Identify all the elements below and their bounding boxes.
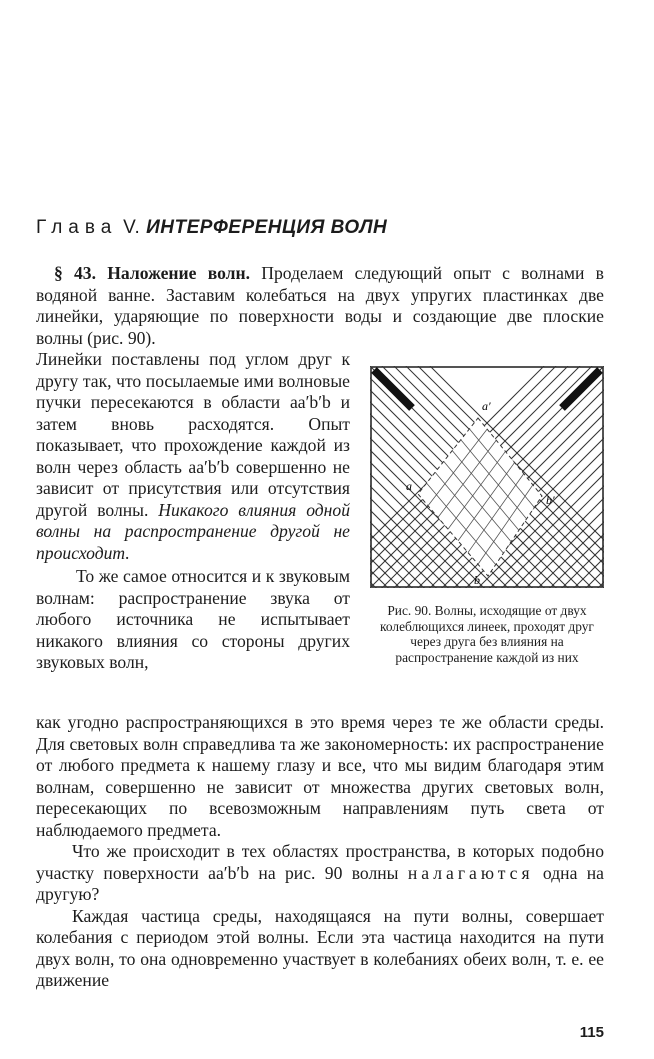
wave-front-line [370,366,418,588]
ruler-left [374,370,412,408]
section-heading: § 43. Наложение волн. [54,263,251,283]
paragraph-light: как угодно распространяющихся в это время через те же области среды. Для световых волн справедлива та же закономерность: их распространение от любого предмета к нашему глазу и все, что мы видим благодаря этим волнам, совершенно не зависит от множества других световых волн, пересекающих по всевозможным направлениям путь света от наблюдаемого предмета. [36,712,604,840]
spaced-emphasis: налагаются [407,862,534,883]
chapter-title: ИНТЕРФЕРЕНЦИЯ ВОЛН [146,217,388,238]
ruler-right [562,370,600,408]
paragraph-question [36,841,604,906]
paragraph-rulers-text: Линейки поставлены под углом друг к другу так, что посылаемые ими волновые пучки пересекаются в области aa′b′b и затем вновь расходятся. Опыт показывает, что прохождение каждой из волн через область aa′b′b совершенно не зависит от присутствия или отсутствия другой волны. [36,349,350,520]
question-text-start: Что же происходит в тех областях пространства, в которых подобно участку поверхности aa′b′b на рис. 90 волны [36,841,604,883]
wave-front-line [520,366,604,588]
figure-caption: Рис. 90. Волны, исходящие от двух колеблющихся линеек, проходят друг через друга без влияния на распространение каждой из них [380,603,594,665]
label-b-prime: b′ [546,493,555,507]
label-b: b [474,573,480,587]
paragraph-sound: То же самое относится и к звуковым волнам: распространение звука от любого источника не испытывает никакого влияния со стороны других звуковых волн, [36,566,350,672]
page-number: 115 [579,1024,604,1041]
wave-front-line [592,366,604,588]
label-a: a [406,479,412,493]
chapter-word: Глава [36,217,118,238]
chapter-heading [36,217,636,239]
wave-front-line [370,366,382,588]
label-a-prime: a′ [482,399,491,413]
question-text-end: одна на другую? [36,862,604,904]
wave-front-line [556,366,604,588]
wrapped-text-column [36,349,350,674]
paragraph-particle: Каждая частица среды, находящаяся на пути волны, совершает колебания с периодом этой волны. Если эта частица находится на пути двух волн, то она одновременно участвует в колебаниях обеих волн, т. е. ее движение [36,905,604,990]
paragraph-rulers [36,349,350,564]
italic-conclusion: Никакого влияния одной волны на распространение другой не происходит. [36,499,350,563]
figure-wave-interference [370,366,604,588]
continued-text [36,712,604,992]
chapter-number: V. [123,217,141,238]
section-intro-paragraph [36,263,604,349]
section-intro-text: Проделаем следующий опыт с волнами в водяной ванне. Заставим колебаться на двух упругих пластинках две линейки, ударяющие по поверхности воды и создающие две плоские волны (рис. 90). [36,263,604,348]
